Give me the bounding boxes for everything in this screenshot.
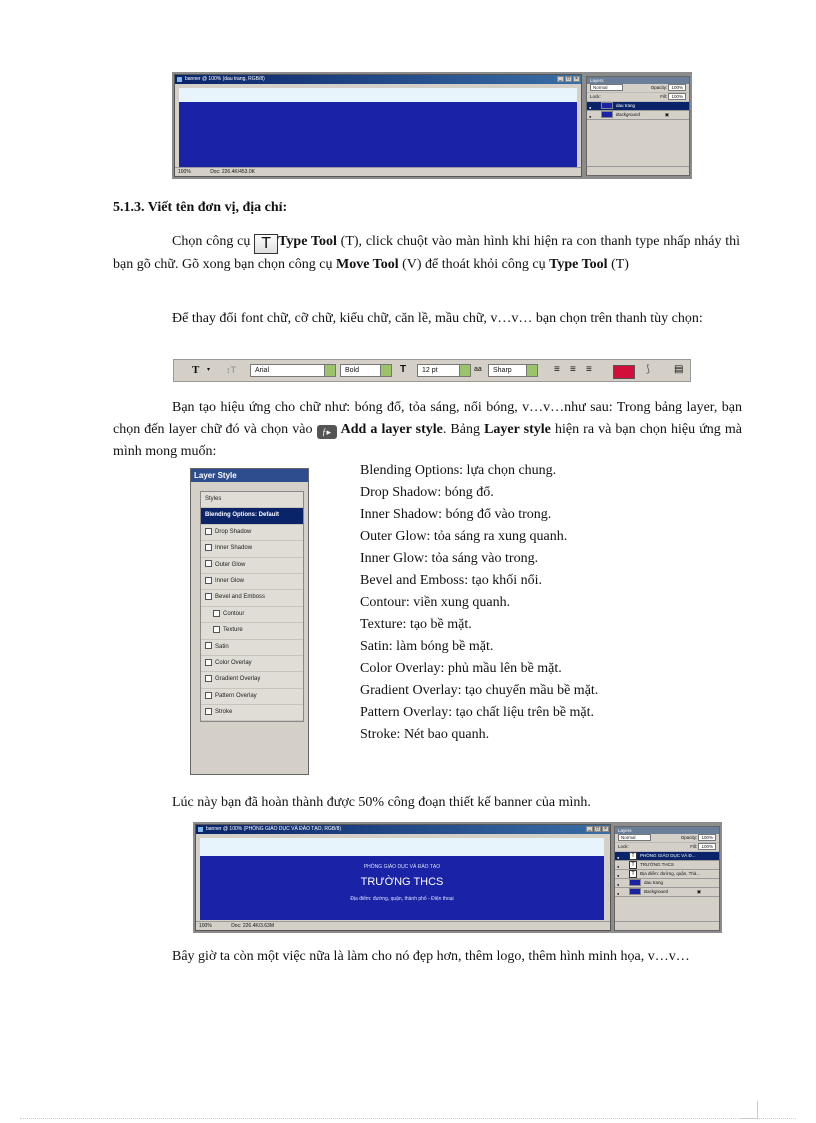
eye-icon[interactable]: ● (617, 864, 620, 869)
checkbox[interactable] (213, 626, 220, 633)
layers-panel-footer (587, 166, 689, 175)
effect-description: Inner Shadow: bóng đổ vào trong. (360, 507, 552, 522)
contour-item[interactable] (201, 607, 303, 623)
screenshot-banner-finished (193, 822, 722, 933)
close-button[interactable]: × (602, 826, 609, 832)
blend-mode-select[interactable]: Normal (618, 834, 651, 841)
fill-label: Fill: (690, 844, 698, 849)
text: (T) (607, 257, 629, 272)
layers-panel-footer (615, 921, 719, 930)
status-bar (175, 167, 581, 176)
layer-row[interactable] (615, 879, 719, 888)
item-label: Stroke (215, 709, 233, 716)
opacity-input[interactable]: 100% (668, 84, 686, 91)
type-options-bar (173, 359, 691, 382)
banner-canvas[interactable] (200, 856, 604, 920)
layer-style-title[interactable]: Layer Style (191, 469, 308, 482)
type-tool-name: Type Tool (549, 257, 608, 272)
layer-thumbnail (629, 888, 641, 895)
outer-glow-item[interactable] (201, 558, 303, 574)
paragraph-final: Bây giờ ta còn một việc nữa là làm cho nó đẹp hơn, thêm logo, thêm hình minh họa, v…v… (172, 949, 690, 964)
effect-description: Drop Shadow: bóng đổ. (360, 485, 494, 500)
font-size-select[interactable] (417, 364, 471, 377)
effect-description: Stroke: Nét bao quanh. (360, 727, 490, 742)
banner-line-school: TRƯỜNG THCS (360, 876, 444, 888)
blend-mode-select[interactable]: Normal (590, 84, 623, 91)
banner-line-address: Địa điểm: đường, quận, thành phố - Điện thoại (350, 896, 454, 902)
pattern-overlay-item[interactable] (201, 689, 303, 705)
align-center-icon[interactable]: ≡ (570, 364, 576, 375)
lock-icon: ▣ (696, 889, 701, 894)
text: . Bảng (442, 422, 485, 437)
window-titlebar[interactable] (175, 75, 581, 84)
font-family-value: Arial (255, 367, 270, 374)
layer-row[interactable] (615, 888, 719, 897)
font-size-value: 12 pt (422, 367, 438, 374)
doc-size: Doc: 226.4K/453.0K (210, 169, 255, 175)
bevel-emboss-item[interactable] (201, 590, 303, 606)
color-overlay-item[interactable] (201, 656, 303, 672)
item-label: Texture (223, 627, 243, 634)
item-label: Pattern Overlay (215, 692, 257, 699)
effect-description: Inner Glow: tỏa sáng vào trong. (360, 551, 539, 566)
effect-description: Texture: tạo bề mặt. (360, 617, 472, 632)
opacity-input[interactable]: 100% (698, 834, 716, 841)
text: (T), click chuột vào màn hình khi hiện ra con thanh type nhấp nháy thì bạn gõ chữ. Gõ xong bạn chọn công cụ (113, 234, 740, 272)
item-label: Drop Shadow (215, 528, 252, 535)
blend-row (587, 84, 689, 93)
doc-size: Doc: 226.4K/3.63M (231, 923, 274, 929)
type-tool-icon: T (254, 234, 278, 254)
effect-description: Blending Options: lựa chọn chung. (360, 463, 557, 478)
text-layer-icon: T (629, 852, 637, 860)
eye-icon[interactable]: ● (589, 105, 592, 110)
close-button[interactable]: × (573, 76, 580, 82)
align-left-icon[interactable]: ≡ (554, 364, 560, 375)
chevron-down-icon (459, 365, 470, 376)
document-window (195, 824, 611, 931)
layer-name: TRƯỜNG THCS (640, 862, 674, 868)
layer-row[interactable] (587, 102, 689, 111)
text-color-swatch[interactable] (613, 365, 635, 379)
text-layer-icon: T (629, 861, 637, 869)
effect-description: Contour: viền xung quanh. (360, 595, 511, 610)
chevron-down-icon (526, 365, 537, 376)
inner-shadow-item[interactable] (201, 541, 303, 557)
layer-name: PHÒNG GIÁO DỤC VÀ Đ... (640, 853, 696, 859)
effect-description: Gradient Overlay: tạo chuyển mầu bề mặt. (360, 683, 599, 698)
photoshop-icon (198, 827, 203, 832)
opacity-label: Opacity: (680, 835, 698, 840)
page-corner-mark (740, 1118, 757, 1119)
paragraph-progress: Lúc này bạn đã hoàn thành được 50% công đoạn thiết kế banner của mình. (172, 795, 591, 810)
chevron-down-icon (380, 365, 391, 376)
canvas-header-strip[interactable] (179, 88, 577, 103)
lock-row (615, 843, 719, 852)
layer-row[interactable] (615, 861, 719, 870)
add-layer-style-icon: ƒ▸ (317, 425, 337, 439)
item-label: Satin (215, 643, 229, 650)
palettes-icon[interactable]: ▤ (674, 364, 684, 375)
page-footer-rule (20, 1118, 796, 1119)
drop-shadow-item[interactable] (201, 525, 303, 541)
window-controls (586, 826, 609, 832)
align-right-icon[interactable]: ≡ (586, 364, 592, 375)
checkbox[interactable] (205, 593, 212, 600)
lock-icon: ▣ (664, 112, 669, 117)
blending-options-item[interactable]: Blending Options: Default (201, 508, 303, 524)
checkbox[interactable] (205, 675, 212, 682)
eye-icon[interactable]: ● (617, 891, 620, 896)
font-style-select[interactable] (340, 364, 392, 377)
layer-name: Background (644, 889, 669, 894)
lock-row (587, 93, 689, 102)
photoshop-icon (177, 77, 182, 82)
checkbox[interactable] (205, 642, 212, 649)
antialias-label: aa (474, 366, 482, 373)
eye-icon[interactable]: ● (617, 882, 620, 887)
antialias-value: Sharp (493, 367, 512, 374)
effect-description: Satin: làm bóng bề mặt. (360, 639, 494, 654)
eye-icon[interactable]: ● (617, 873, 620, 878)
layer-name: dau trang (644, 880, 664, 885)
checkbox[interactable] (205, 528, 212, 535)
layer-name: Địa điểm: đường, quận, Thà... (640, 871, 701, 877)
section-heading: 5.1.3. Viết tên đơn vị, địa chỉ: (113, 200, 288, 215)
item-label: Inner Shadow (215, 545, 253, 552)
stroke-item[interactable] (201, 705, 303, 721)
text: Bạn tạo hiệu ứng cho chữ như: bóng đổ, tỏa sáng, nổi bóng, v…v…như sau: Trong bảng layer, bạn chọn đến layer chữ đó và chọn vào (113, 400, 742, 437)
layer-row[interactable] (587, 111, 689, 120)
add-layer-style-name: Add a layer style (340, 422, 443, 437)
layers-panel-title[interactable]: Layers (615, 827, 719, 834)
lock-label: Lock: (618, 844, 629, 849)
minimize-button[interactable]: _ (586, 826, 593, 832)
minimize-button[interactable]: _ (557, 76, 564, 82)
fill-label: Fill: (660, 94, 668, 99)
status-bar (196, 921, 610, 930)
item-label: Outer Glow (215, 561, 246, 568)
zoom-level[interactable]: 100% (178, 169, 191, 175)
layer-style-name: Layer style (484, 422, 551, 437)
checkbox[interactable] (205, 577, 212, 584)
canvas-blue-area[interactable] (179, 102, 577, 167)
window-titlebar[interactable] (196, 825, 610, 834)
satin-item[interactable] (201, 640, 303, 656)
layers-panel-title[interactable]: Layers (587, 77, 689, 84)
eye-icon[interactable]: ● (589, 114, 592, 119)
layer-thumbnail (629, 879, 641, 886)
type-tool-icon[interactable]: T (192, 364, 200, 376)
fill-input[interactable]: 100% (668, 93, 686, 100)
layer-name: dau trang (616, 103, 636, 108)
move-tool-name: Move Tool (335, 257, 399, 272)
texture-item[interactable] (201, 623, 303, 639)
window-title: banner @ 100% (dau trang, RGB/8) (185, 76, 265, 82)
text-orientation-icon[interactable]: ↕T (226, 365, 236, 375)
maximize-button[interactable]: □ (566, 76, 571, 82)
inner-glow-item[interactable] (201, 574, 303, 590)
checkbox[interactable] (205, 560, 212, 567)
item-label: Bevel and Emboss (215, 594, 266, 601)
layer-thumbnail (601, 102, 613, 109)
opacity-label: Opacity: (650, 85, 668, 90)
checkbox[interactable] (205, 544, 212, 551)
checkbox[interactable] (205, 708, 212, 715)
paragraph-layer-style (113, 397, 742, 463)
checkbox[interactable] (213, 610, 220, 617)
document-window (174, 74, 582, 177)
effect-description: Pattern Overlay: tạo chất liệu trên bề mặt. (360, 705, 595, 720)
font-size-icon: T (400, 364, 407, 375)
text: Chọn công cụ (172, 234, 255, 249)
canvas-header-strip[interactable] (200, 838, 604, 857)
layer-style-dialog (190, 468, 309, 775)
layers-panel (586, 76, 690, 176)
antialias-select[interactable] (488, 364, 538, 377)
gradient-overlay-item[interactable] (201, 672, 303, 688)
screenshot-banner-initial (172, 72, 692, 179)
item-label: Inner Glow (215, 577, 245, 584)
text: hiện ra và bạn chọn hiệu ứng mà mình mong muốn: (113, 422, 742, 459)
styles-item[interactable]: Styles (201, 492, 303, 508)
layer-thumbnail (601, 111, 613, 118)
window-controls (557, 76, 580, 82)
chevron-down-icon (324, 365, 335, 376)
text: (V) để thoát khỏi công cụ (398, 257, 550, 272)
window-title: banner @ 100% (PHÒNG GIÁO DỤC VÀ ĐÀO TẠO, RGB/8) (206, 826, 342, 832)
font-style-value: Bold (345, 367, 360, 374)
effect-description: Outer Glow: tỏa sáng ra xung quanh. (360, 529, 568, 544)
layer-name: Background (616, 112, 641, 117)
layers-panel (614, 826, 720, 931)
chevron-down-icon[interactable]: ▾ (207, 367, 211, 373)
page-corner-mark (757, 1101, 758, 1119)
type-tool-name: Type Tool (278, 234, 337, 249)
banner-line-department: PHÒNG GIÁO DỤC VÀ ĐÀO TẠO (363, 864, 441, 870)
paragraph-options: Để thay đổi font chữ, cỡ chữ, kiểu chữ, căn lề, mầu chữ, v…v… bạn chọn trên thanh tùy chọn: (172, 311, 703, 326)
effect-description: Bevel and Emboss: tạo khối nổi. (360, 573, 542, 588)
checkbox[interactable] (205, 659, 212, 666)
zoom-level[interactable]: 100% (199, 923, 212, 929)
layer-row[interactable] (615, 870, 719, 879)
fill-input[interactable]: 100% (698, 843, 716, 850)
item-label: Color Overlay (215, 659, 252, 666)
item-label: Contour (223, 610, 245, 617)
text-layer-icon: T (629, 870, 637, 878)
effect-description: Color Overlay: phủ mầu lên bề mặt. (360, 661, 562, 676)
blend-row (615, 834, 719, 843)
font-family-select[interactable] (250, 364, 336, 377)
styles-list (200, 491, 304, 722)
item-label: Gradient Overlay (215, 676, 261, 683)
paragraph-type-tool (113, 231, 740, 276)
maximize-button[interactable]: □ (595, 826, 600, 832)
lock-label: Lock: (590, 94, 601, 99)
warp-text-icon[interactable]: ⟆ (646, 364, 650, 375)
layer-row[interactable] (615, 852, 719, 861)
eye-icon[interactable]: ● (617, 855, 620, 860)
checkbox[interactable] (205, 692, 212, 699)
